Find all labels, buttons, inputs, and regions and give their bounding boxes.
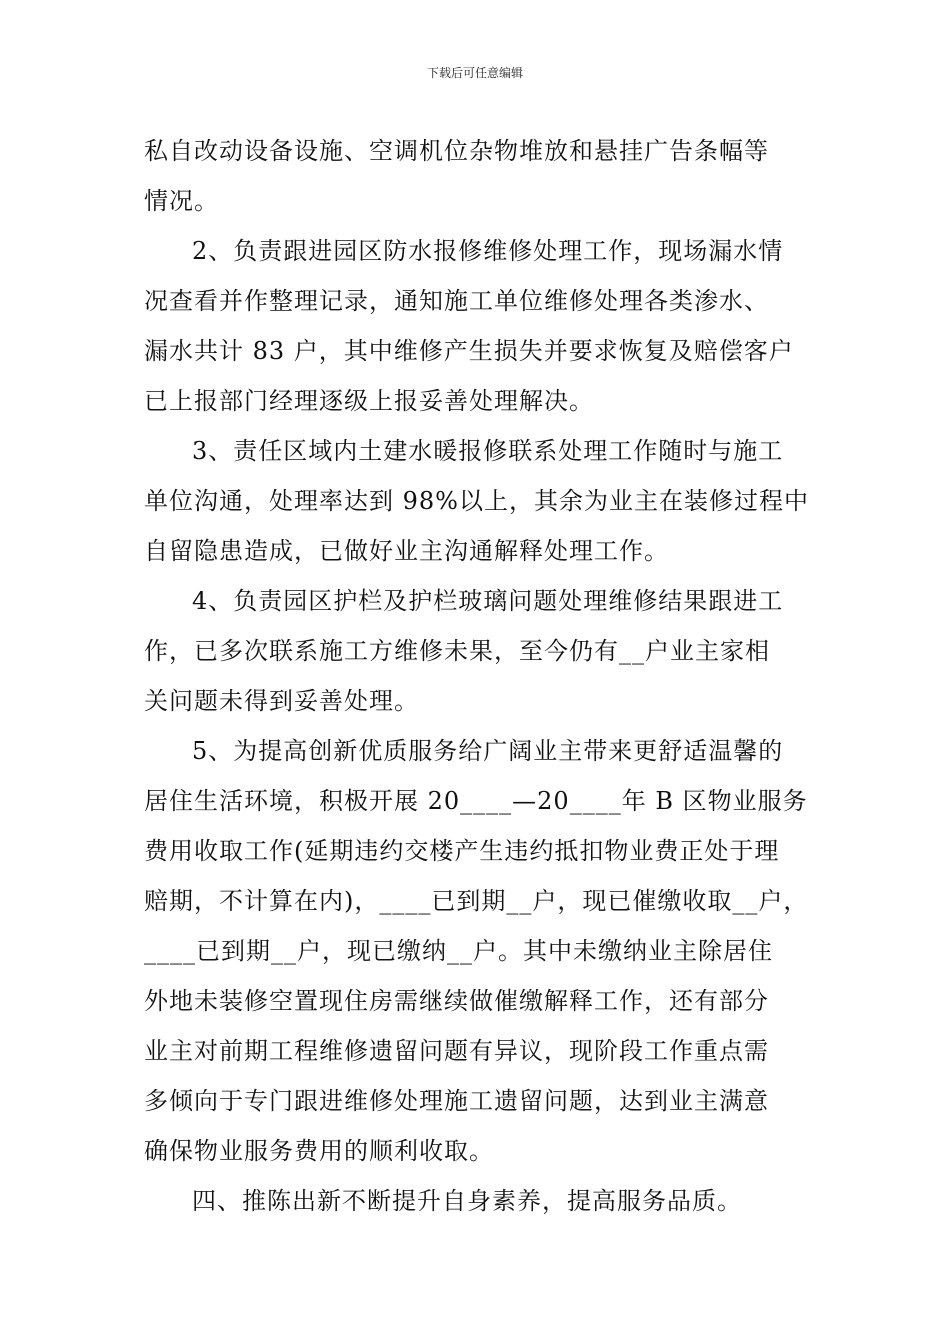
text-line: 关问题未得到妥善处理。 (144, 687, 419, 715)
text-line: 情况。 (144, 187, 219, 215)
text-line: 4、负责园区护栏及护栏玻璃问题处理维修结果跟进工 (192, 587, 784, 615)
text-line: 作，已多次联系施工方维修未果，至今仍有__户业主家相 (144, 637, 770, 665)
text-line: 5、为提高创新优质服务给广阔业主带来更舒适温馨的 (192, 737, 784, 765)
page-header: 下载后可任意编辑 (426, 66, 523, 80)
text-line: 况查看并作整理记录，通知施工单位维修处理各类渗水、 (144, 287, 769, 315)
text-line: 居住生活环境，积极开展 20____—20____年 B 区物业服务 (144, 787, 808, 815)
text-line: 外地未装修空置现住房需继续做催缴解释工作，还有部分 (144, 987, 769, 1015)
text-line: 3、责任区域内土建水暖报修联系处理工作随时与施工 (192, 437, 784, 465)
document-body (144, 126, 816, 1226)
text-line: 赔期，不计算在内)，____已到期__户，现已催缴收取__户， (144, 887, 809, 915)
text-line: 私自改动设备设施、空调机位杂物堆放和悬挂广告条幅等 (144, 137, 769, 165)
text-line: 多倾向于专门跟进维修处理施工遗留问题，达到业主满意 (144, 1087, 769, 1115)
text-line: 确保物业服务费用的顺利收取。 (144, 1137, 494, 1165)
text-line: ____已到期__户，现已缴纳__户。其中未缴纳业主除居住 (144, 937, 773, 965)
text-line: 已上报部门经理逐级上报妥善处理解决。 (144, 387, 594, 415)
text-line: 单位沟通，处理率达到 98%以上，其余为业主在装修过程中 (144, 487, 809, 515)
text-line: 2、负责跟进园区防水报修维修处理工作，现场漏水情 (192, 237, 784, 265)
text-line: 四、推陈出新不断提升自身素养，提高服务品质。 (192, 1187, 742, 1215)
text-line: 自留隐患造成，已做好业主沟通解释处理工作。 (144, 537, 669, 565)
text-line: 业主对前期工程维修遗留问题有异议，现阶段工作重点需 (144, 1037, 769, 1065)
text-line: 费用收取工作(延期违约交楼产生违约抵扣物业费正处于理 (144, 837, 780, 865)
text-line: 漏水共计 83 户，其中维修产生损失并要求恢复及赔偿客户 (144, 337, 794, 365)
